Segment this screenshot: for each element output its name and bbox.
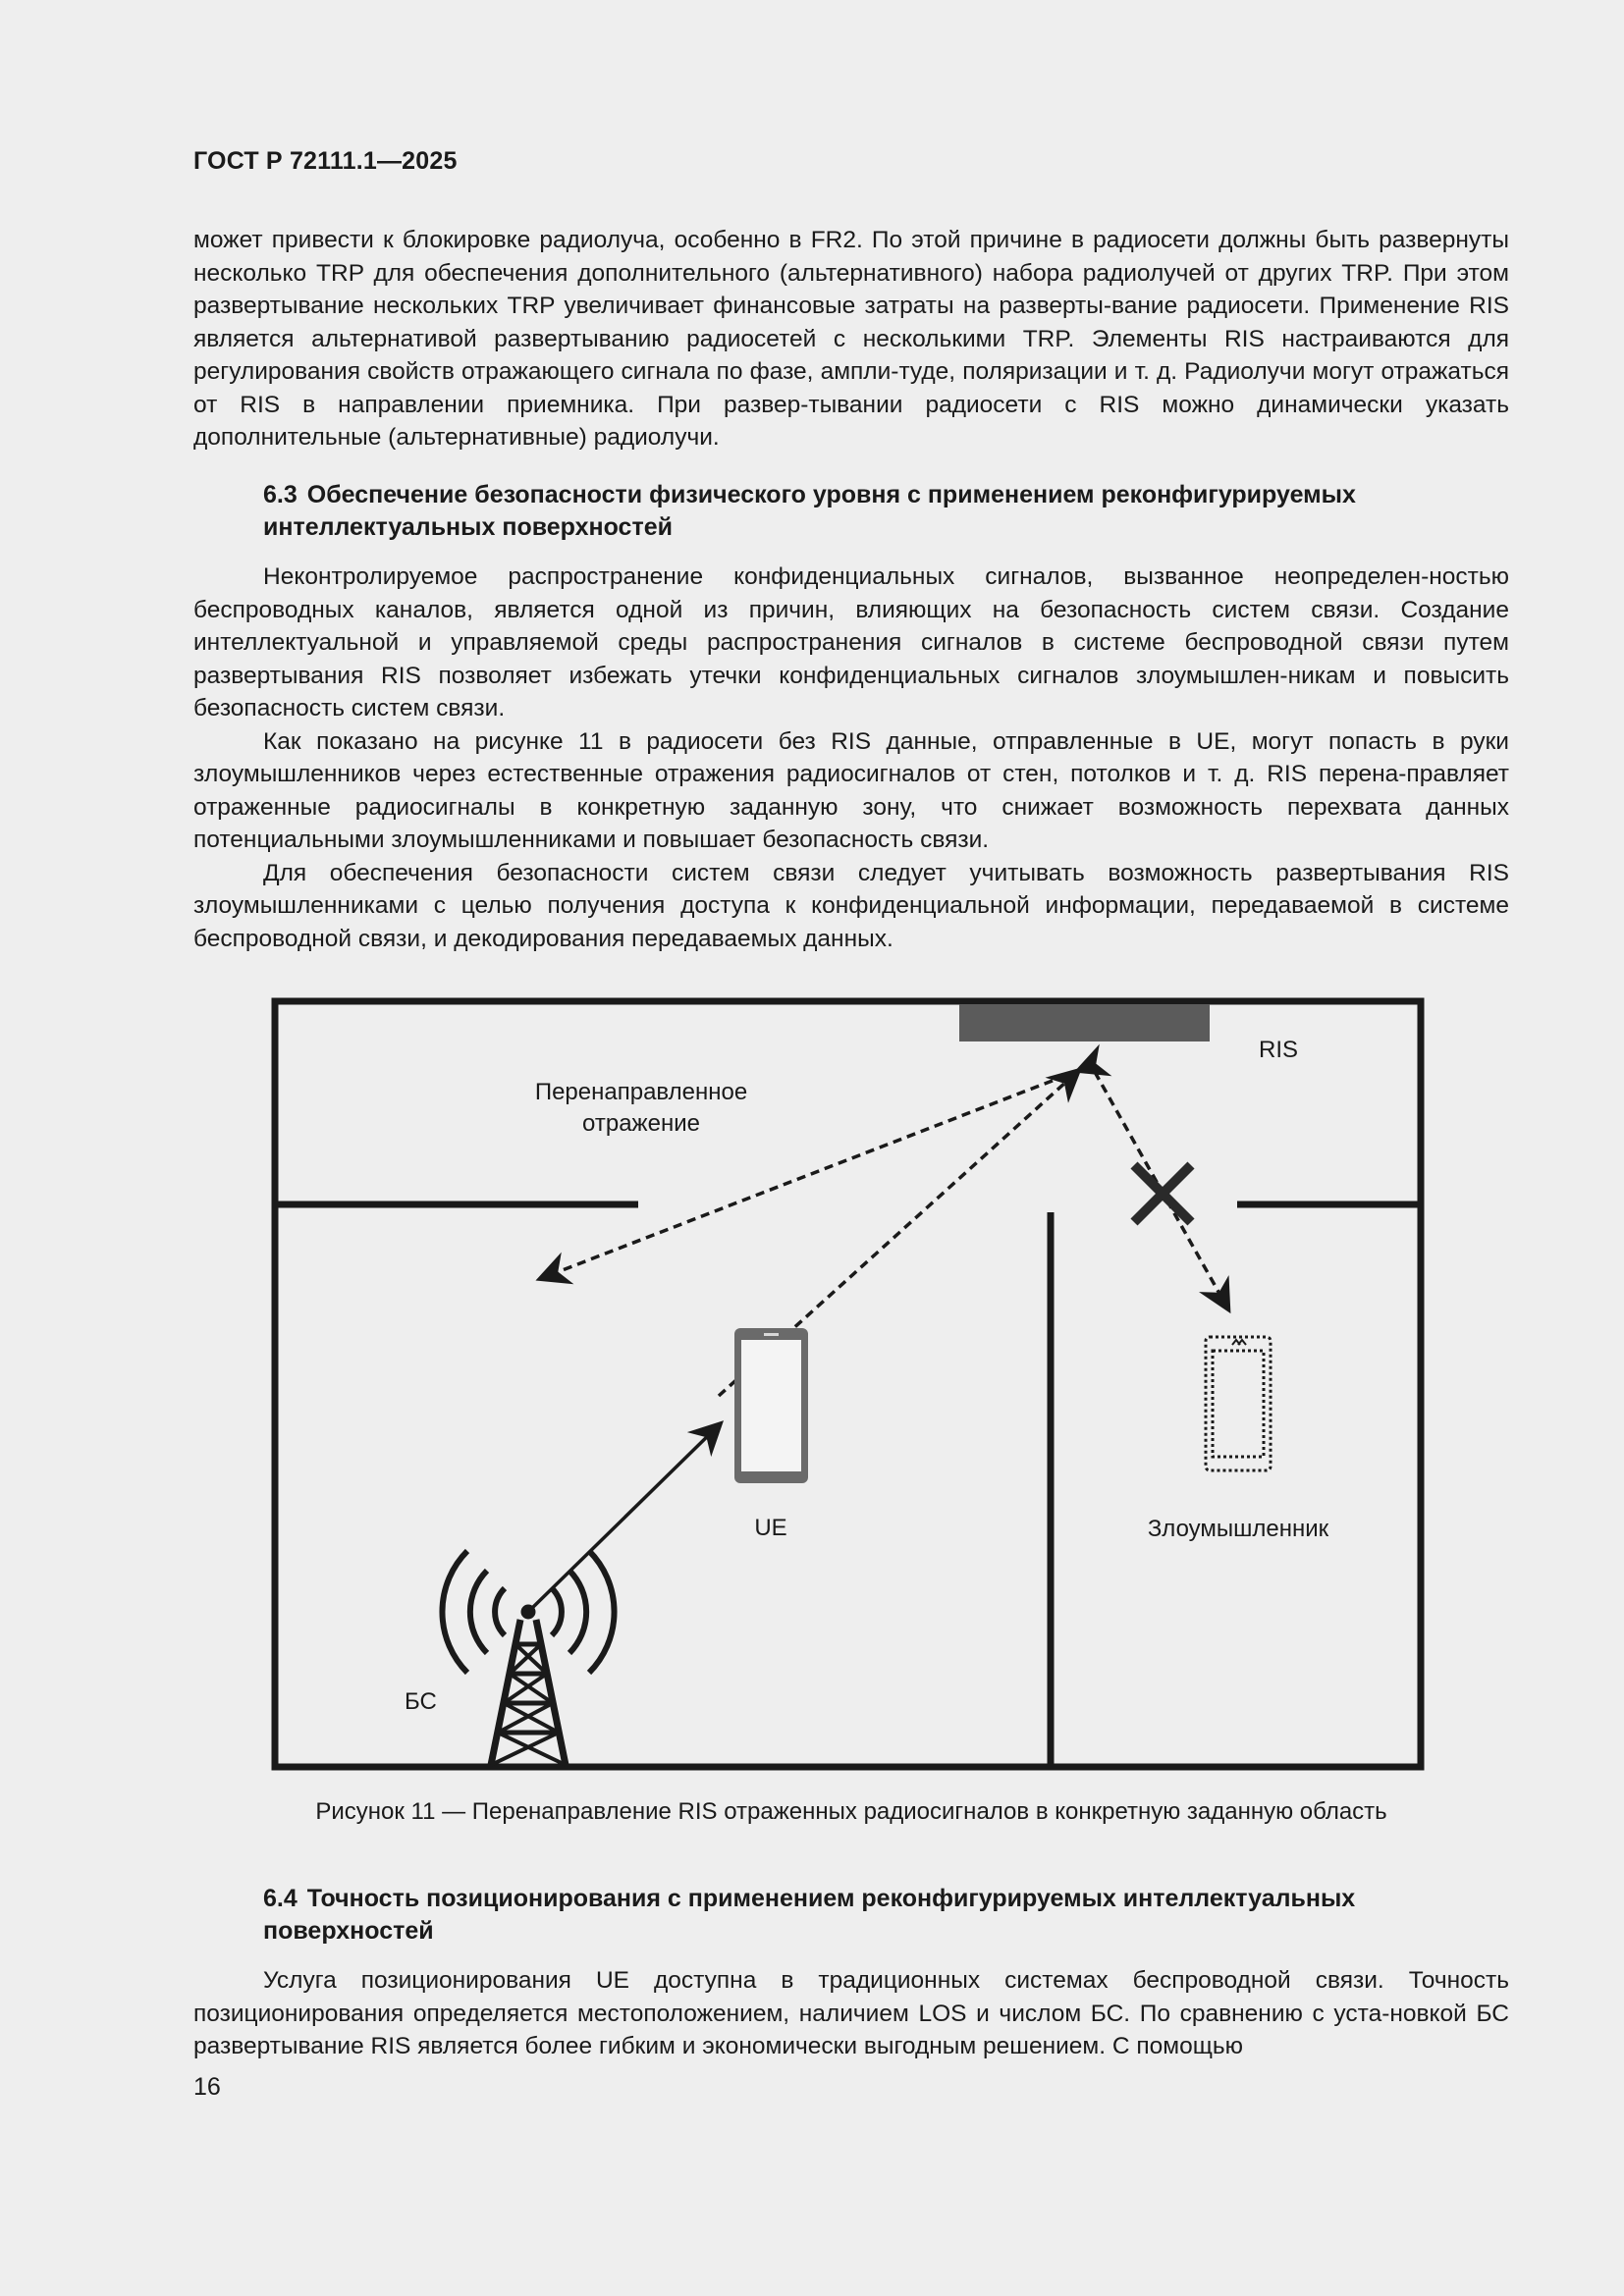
paragraph: Услуга позиционирования UE доступна в традиционных системах беспроводной связи. Точность позиционирования определяется местоположением, наличием LOS и числом БС. По сравнению с уста-новкой БС развертывание RIS является более гибким и экономически выгодным решением. С помощью <box>193 1967 1509 2059</box>
paragraph: может привести к блокировке радиолуча, особенно в FR2. По этой причине в радиосети должны быть развернуты несколько TRP для обеспечения дополнительного (альтернативного) набора радиолучей от других TRP. При этом развертывание нескольких TRP увеличивает финансовые затраты на разверты-вание радиосети. Применение RIS является альтернативой развертыванию радиосетей с несколькими TRP. Элементы RIS настраиваются для регулирования свойств отражающего сигнала по фазе, ампли-туде, поляризации и т. д. Радиолучи могут отражаться от RIS в направлении приемника. При развер-тывании радиосети с RIS можно динамически указать дополнительные (альтернативные) радиолучи. <box>193 227 1509 451</box>
bs-label: БС <box>405 1688 437 1715</box>
section-title-text: Обеспечение безопасности физического уровня с применением реконфигурируемых интеллектуальных поверхностей <box>263 481 1356 541</box>
block-x-icon <box>1134 1165 1191 1222</box>
paragraph: Неконтролируемое распространение конфиденциальных сигналов, вызванное неопределен-ностью беспроводных каналов, является одной из причин, влияющих на безопасность систем связи. Создание интеллектуальной и управляемой среды распространения сигналов в системе беспроводной связи путем развертывания RIS позволяет избежать утечки конфиденциальных сигналов злоумышлен-никам и повысить безопасность систем связи. <box>193 563 1509 721</box>
redirected-label-line2: отражение <box>582 1110 700 1137</box>
figure-caption: Рисунок 11 — Перенаправление RIS отраженных радиосигналов в конкретную заданную область <box>315 1798 1387 1825</box>
antenna-tower-icon <box>442 1551 614 1765</box>
ris-label: RIS <box>1259 1037 1299 1063</box>
section-number: 6.4 <box>263 1885 298 1912</box>
section-6-3-title <box>263 479 1490 544</box>
attacker-phone-icon <box>1206 1337 1271 1470</box>
intro-paragraph <box>193 224 1509 454</box>
figure-11 <box>265 991 1429 1777</box>
phone-icon <box>734 1328 808 1483</box>
page-number: 16 <box>193 2073 221 2101</box>
room-outline <box>275 1001 1421 1767</box>
bs-to-ue-line <box>528 1425 719 1612</box>
paragraph: Как показано на рисунке 11 в радиосети без RIS данные, отправленные в UE, могут попасть в руки злоумышленников через естественные отражения радиосигналов от стен, потолков и т. д. RIS перена-правляет отраженные радиосигналы в конкретную заданную зону, что снижает возможность перехвата данных потенциальными злоумышленниками и повышает безопасность связи. <box>193 727 1509 853</box>
section-number: 6.3 <box>263 481 298 508</box>
section-6-3-body <box>193 561 1509 955</box>
paragraph: Для обеспечения безопасности систем связи следует учитывать возможность развертывания RIS злоумышленниками с целью получения доступа к конфиденциальной информации, передаваемой в системе беспроводной связи, и декодирования передаваемых данных. <box>193 859 1509 952</box>
document-header: ГОСТ Р 72111.1—2025 <box>193 147 458 175</box>
ue-label: UE <box>754 1515 787 1541</box>
figure-diagram <box>265 991 1429 1777</box>
section-title-text: Точность позиционирования с применением реконфигурируемых интеллектуальных поверхностей <box>263 1885 1356 1945</box>
ris-panel <box>959 1004 1210 1041</box>
section-6-4-body <box>193 1964 1509 2063</box>
redirected-label-line1: Перенаправленное <box>534 1079 748 1105</box>
section-6-4-title <box>263 1883 1490 1948</box>
attacker-label: Злоумышленник <box>1147 1516 1329 1542</box>
